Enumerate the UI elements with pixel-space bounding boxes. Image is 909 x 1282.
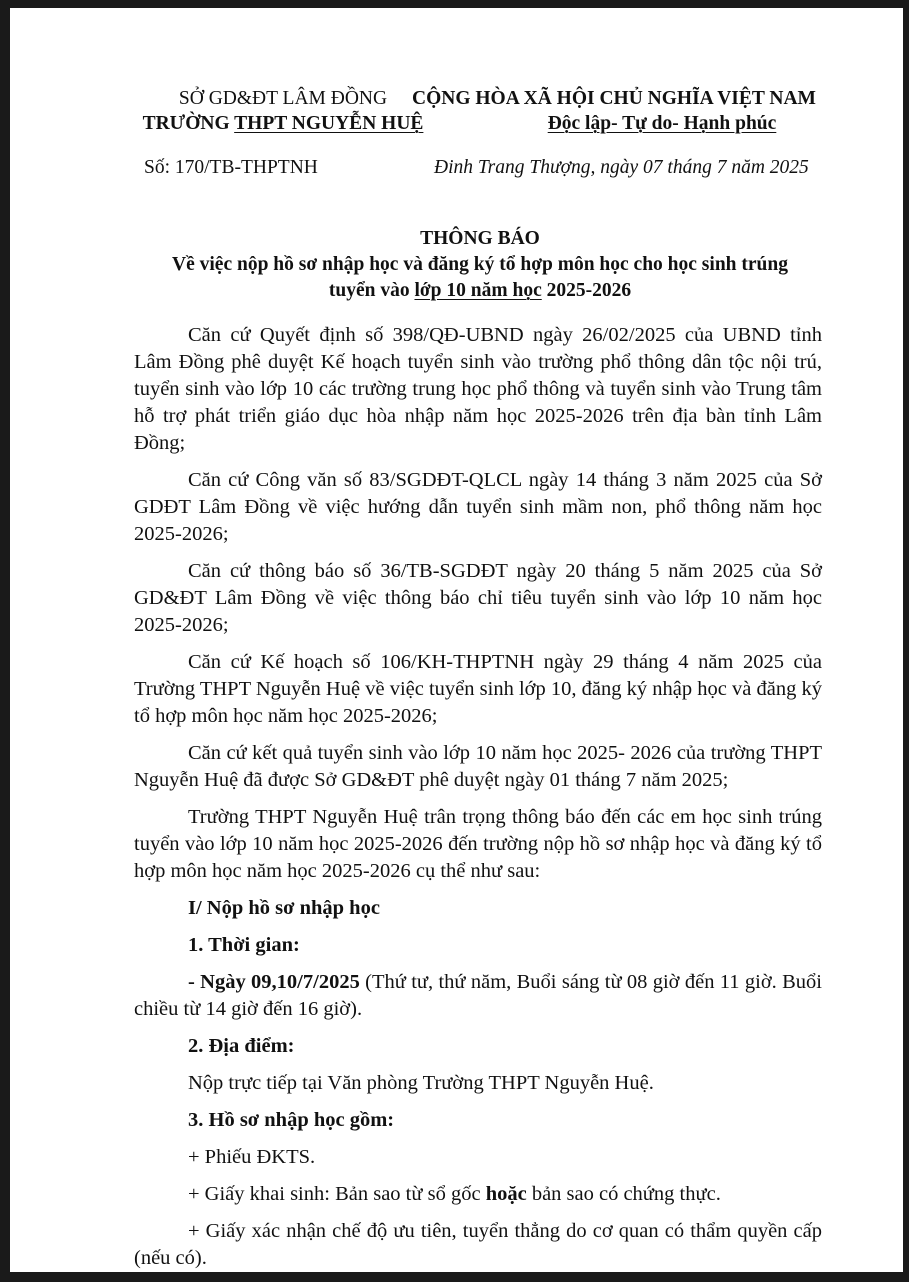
birth-cert-text-c: bản sao có chứng thực. bbox=[526, 1183, 721, 1205]
document-number: Số: 170/TB-THPTNH bbox=[144, 157, 318, 178]
list-item-birth-certificate bbox=[134, 1181, 822, 1208]
school-name bbox=[128, 111, 438, 136]
header-right bbox=[404, 86, 824, 136]
place-date: Đinh Trang Thượng, ngày 07 tháng 7 năm 2025 bbox=[434, 157, 809, 178]
time-detail: (Thứ tư, thứ năm, Buổi sáng từ 08 giờ đến 11 giờ. Buổi chiều từ 14 giờ đến 16 giờ). bbox=[134, 971, 822, 1020]
title-block bbox=[130, 226, 830, 304]
subject-line-2b: lớp 10 năm học bbox=[414, 280, 542, 301]
republic-title: CỘNG HÒA XÃ HỘI CHỦ NGHĨA VIỆT NAM bbox=[412, 88, 816, 109]
paragraph-legal-basis-4: Căn cứ Kế hoạch số 106/KH-THPTNH ngày 29 tháng 4 năm 2025 của Trường THPT Nguyễn Huệ về việc tuyển sinh lớp 10, đăng ký nhập học và đăng ký tổ hợp môn học năm học 2025-2026; bbox=[134, 651, 822, 727]
subheading-time: 1. Thời gian: bbox=[188, 934, 300, 956]
paragraph-legal-basis-3: Căn cứ thông báo số 36/TB-SGDĐT ngày 20 tháng 5 năm 2025 của Sở GD&ĐT Lâm Đồng về việc thông báo chỉ tiêu tuyển sinh vào lớp 10 năm học 2025-2026; bbox=[134, 560, 822, 636]
subheading-location: 2. Địa điểm: bbox=[188, 1035, 295, 1057]
paragraph-legal-basis-2: Căn cứ Công văn số 83/SGDĐT-QLCL ngày 14 tháng 3 năm 2025 của Sở GDĐT Lâm Đồng về việc hướng dẫn tuyển sinh mầm non, phổ thông năm học 2025-2026; bbox=[134, 469, 822, 545]
subheading-documents: 3. Hồ sơ nhập học gồm: bbox=[188, 1109, 395, 1131]
list-item-priority-certificate: + Giấy xác nhận chế độ ưu tiên, tuyển thẳng do cơ quan có thẩm quyền cấp (nếu có). bbox=[134, 1220, 822, 1269]
paragraph-announcement: Trường THPT Nguyễn Huệ trân trọng thông báo đến các em học sinh trúng tuyển vào lớp 10 năm học 2025-2026 đến trường nộp hồ sơ nhập học và đăng ký tổ hợp môn học năm học 2025-2026 cụ thể như sau: bbox=[134, 806, 822, 882]
national-motto bbox=[404, 111, 824, 136]
school-prefix: TRƯỜNG bbox=[142, 113, 235, 134]
subject-line-2c: 2025-2026 bbox=[541, 280, 632, 301]
birth-cert-or: hoặc bbox=[485, 1183, 527, 1205]
paragraph-time bbox=[134, 969, 822, 1023]
birth-cert-text-a: + Giấy khai sinh: Bản sao từ sổ gốc bbox=[188, 1183, 486, 1205]
paragraph-legal-basis-1: Căn cứ Quyết định số 398/QĐ-UBND ngày 26/02/2025 của UBND tỉnh Lâm Đồng phê duyệt Kế hoạch tuyển sinh vào trường phổ thông dân tộc nội trú, tuyển sinh vào lớp 10 các trường trung học phổ thông và tuyển sinh vào Trung tâm hỗ trợ phát triển giáo dục hòa nhập năm học 2025-2026 trên địa bàn tỉnh Lâm Đồng; bbox=[134, 324, 822, 454]
document-page bbox=[10, 8, 903, 1272]
document-body bbox=[134, 322, 822, 1282]
section-heading-1: I/ Nộp hồ sơ nhập học bbox=[188, 897, 380, 919]
motto-text: Độc lập- Tự do- Hạnh phúc bbox=[547, 113, 777, 134]
document-heading: THÔNG BÁO bbox=[420, 228, 540, 249]
paragraph-legal-basis-5: Căn cứ kết quả tuyển sinh vào lớp 10 năm học 2025- 2026 của trường THPT Nguyễn Huệ đã được Sở GD&ĐT phê duyệt ngày 01 tháng 7 năm 2025; bbox=[134, 742, 822, 791]
agency-name: SỞ GD&ĐT LÂM ĐỒNG bbox=[178, 88, 388, 109]
school-name-underlined: THPT NGUYỄN HUỆ bbox=[234, 113, 424, 134]
list-item-registration-form: + Phiếu ĐKTS. bbox=[188, 1146, 316, 1168]
subject-line-1: Về việc nộp hồ sơ nhập học và đăng ký tổ hợp môn học cho học sinh trúng bbox=[172, 254, 788, 275]
subject-line-2a: tuyển vào bbox=[328, 280, 415, 301]
subject-line-2 bbox=[130, 278, 830, 304]
paragraph-location: Nộp trực tiếp tại Văn phòng Trường THPT Nguyễn Huệ. bbox=[188, 1072, 654, 1094]
header-left bbox=[128, 86, 438, 136]
time-date-bold: - Ngày 09,10/7/2025 bbox=[188, 971, 360, 993]
